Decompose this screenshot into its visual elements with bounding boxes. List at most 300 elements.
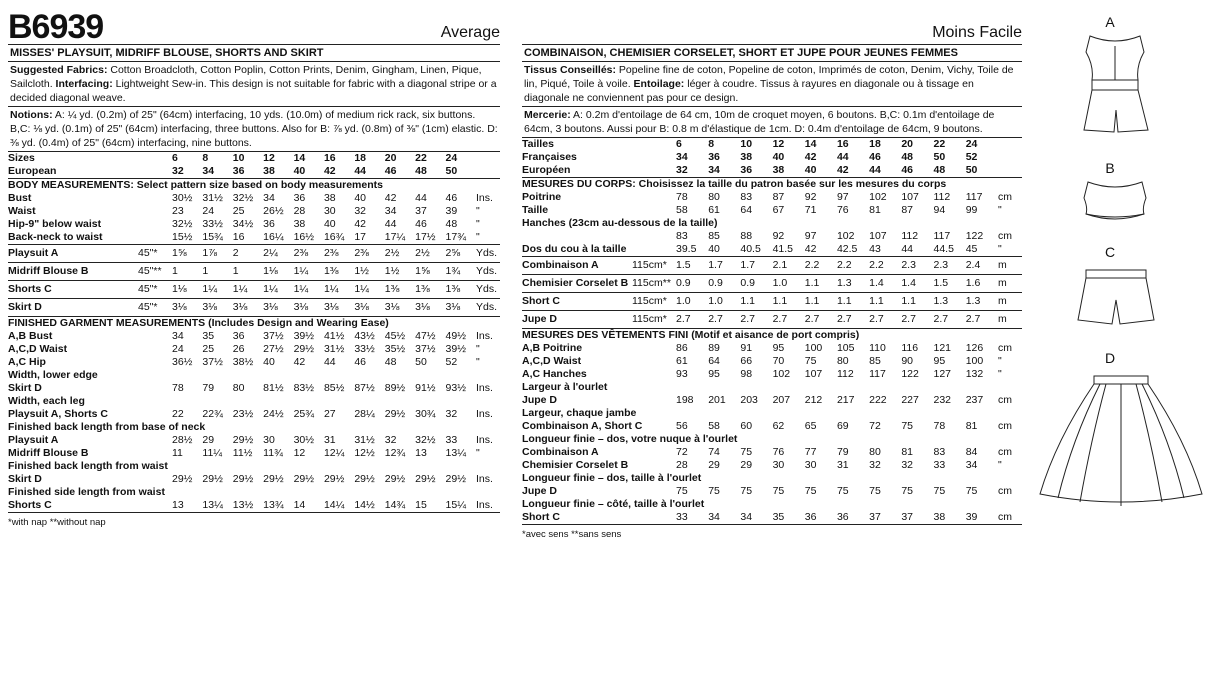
- table-cell: 29½: [415, 473, 436, 485]
- row-label: Bust: [8, 192, 32, 204]
- french-measurement-table: [522, 137, 1022, 525]
- table-cell: 83: [740, 191, 753, 203]
- table-cell: 87½: [354, 382, 375, 394]
- row-label: Jupe D: [522, 394, 558, 406]
- table-row: [522, 243, 1022, 257]
- table-cell: 34: [708, 164, 740, 178]
- table-cell: 70: [772, 355, 785, 367]
- table-cell: 1⅝: [172, 245, 202, 263]
- table-cell: 46: [385, 165, 415, 179]
- interfacing-label-fr: Entoilage:: [633, 78, 685, 90]
- table-cell: 1.3: [837, 275, 869, 293]
- table-cell: 2.7: [773, 311, 805, 329]
- table-row: [522, 257, 1022, 275]
- table-cell: 1.1: [837, 293, 869, 311]
- row-label: Short C: [522, 293, 632, 311]
- table-cell: 3⅛: [263, 299, 293, 317]
- playsuit-a-sketch: [1070, 32, 1160, 144]
- table-cell: 13½: [233, 499, 263, 513]
- fabrics-paragraph-fr: [522, 62, 1022, 106]
- subheading: Width, lower edge: [8, 369, 98, 381]
- table-cell: 40: [294, 165, 324, 179]
- unit-label: m: [998, 257, 1022, 275]
- table-cell: 41½: [323, 330, 345, 342]
- table-row: [8, 356, 500, 369]
- table-cell: 112: [836, 368, 854, 380]
- table-cell: 33½: [202, 218, 223, 230]
- table-cell: 76: [772, 446, 785, 458]
- fabric-width: [632, 151, 676, 164]
- table-cell: 1.7: [740, 257, 772, 275]
- fabric-width: [632, 164, 676, 178]
- table-cell: 36: [708, 151, 720, 163]
- table-cell: 66: [740, 355, 753, 367]
- table-cell: 78: [172, 382, 184, 394]
- footnote: *with nap **without nap: [8, 517, 106, 528]
- table-cell: 64: [740, 204, 753, 216]
- unit-label: [998, 164, 1022, 178]
- row-label: Skirt D: [8, 299, 138, 317]
- unit-label: cm: [998, 511, 1022, 525]
- table-cell: 75: [740, 485, 753, 497]
- table-cell: 42: [354, 218, 367, 230]
- unit-label: [998, 138, 1022, 152]
- table-cell: 10: [233, 152, 263, 166]
- interfacing-text: Lightweight Sew-in. This design is not suitable for fabric with a diagonal stripe or a decided diagonal weave.: [10, 78, 497, 104]
- fabric-width: [632, 511, 676, 525]
- table-cell: 15¼: [446, 499, 476, 513]
- table-cell: 74: [708, 446, 720, 458]
- table-cell: 91: [740, 342, 753, 354]
- table-cell: 28: [676, 459, 688, 471]
- table-cell: 203: [740, 394, 758, 406]
- table-cell: 35: [202, 330, 215, 342]
- table-cell: 76: [836, 204, 849, 216]
- table-cell: 36: [233, 165, 263, 179]
- notions-paragraph: [8, 107, 500, 151]
- table-cell: 2.7: [934, 311, 966, 329]
- table-cell: 29: [202, 434, 215, 446]
- table-cell: 18: [869, 138, 901, 152]
- table-cell: 122: [901, 368, 919, 380]
- table-row: [522, 407, 1022, 420]
- subheading: Hanches (23cm au-dessous de la taille): [522, 217, 718, 229]
- table-cell: 38: [740, 151, 753, 163]
- table-cell: 10: [740, 138, 772, 152]
- unit-label: ": [476, 218, 480, 230]
- row-label: Chemisier Corselet B: [522, 459, 629, 471]
- table-cell: 72: [869, 420, 881, 432]
- table-cell: 1¼: [233, 281, 263, 299]
- table-cell: 2.2: [805, 257, 837, 275]
- table-cell: 52: [445, 356, 458, 368]
- table-cell: 91½: [415, 382, 436, 394]
- table-cell: 39: [966, 511, 998, 525]
- fabric-width: [632, 485, 676, 498]
- unit-label: Yds.: [476, 263, 500, 281]
- table-row: [8, 165, 500, 179]
- table-row: [8, 395, 500, 408]
- fabric-width: [138, 343, 172, 356]
- table-cell: 37: [901, 511, 933, 525]
- table-row: [8, 382, 500, 395]
- table-cell: 38: [293, 218, 306, 230]
- skirt-d-sketch: [1036, 370, 1206, 510]
- table-cell: 2.4: [966, 257, 998, 275]
- table-cell: 40: [805, 164, 837, 178]
- unit-label: cm: [998, 485, 1012, 497]
- unit-label: Ins.: [476, 382, 493, 394]
- table-cell: 81½: [263, 382, 284, 394]
- unit-label: m: [998, 311, 1022, 329]
- row-label: A,C,D Waist: [8, 343, 68, 355]
- table-cell: 46: [901, 164, 933, 178]
- table-cell: 20: [901, 138, 933, 152]
- table-cell: 27: [323, 408, 336, 420]
- table-cell: 14: [805, 138, 837, 152]
- table-cell: 85: [708, 230, 720, 242]
- table-cell: 2⅜: [354, 245, 384, 263]
- table-cell: 1.6: [966, 275, 998, 293]
- table-cell: 29½: [354, 473, 375, 485]
- table-cell: 16¼: [263, 231, 293, 245]
- table-cell: 75: [804, 355, 817, 367]
- table-cell: 13: [172, 499, 202, 513]
- table-cell: 42: [293, 356, 306, 368]
- table-cell: 29½: [263, 473, 284, 485]
- table-cell: 28½: [172, 434, 193, 446]
- table-cell: 1⅜: [446, 281, 476, 299]
- unit-label: ": [476, 205, 480, 217]
- english-column: [8, 0, 500, 528]
- row-label: Françaises: [522, 151, 577, 163]
- table-row: [8, 330, 500, 343]
- fabric-width: 45"*: [138, 245, 172, 263]
- table-cell: 1.4: [869, 275, 901, 293]
- table-cell: 24: [202, 205, 215, 217]
- table-cell: 0.9: [708, 275, 740, 293]
- unit-label: ": [998, 459, 1002, 471]
- table-cell: 88: [740, 230, 753, 242]
- fabric-width: [632, 446, 676, 459]
- unit-label: m: [998, 275, 1022, 293]
- table-cell: 31½: [202, 192, 223, 204]
- table-cell: 1.1: [740, 293, 772, 311]
- table-cell: 78: [676, 191, 688, 203]
- table-cell: 127: [933, 368, 952, 380]
- table-cell: 16: [837, 138, 869, 152]
- table-cell: 14¼: [324, 499, 354, 513]
- table-cell: 1¼: [294, 263, 324, 281]
- table-cell: 95: [708, 368, 720, 380]
- table-cell: 2½: [415, 245, 445, 263]
- section-heading: FINISHED GARMENT MEASUREMENTS (Includes Design and Wearing Ease): [8, 317, 500, 331]
- table-cell: 31½: [354, 434, 375, 446]
- table-cell: 50: [446, 165, 476, 179]
- unit-label: [476, 152, 500, 166]
- table-cell: 1.0: [676, 293, 708, 311]
- table-cell: 1.1: [805, 275, 837, 293]
- table-cell: 1.3: [934, 293, 966, 311]
- table-cell: 95: [772, 342, 785, 354]
- table-cell: 48: [415, 165, 445, 179]
- table-cell: 37½: [202, 356, 223, 368]
- sketch-label-a: A: [1105, 14, 1115, 30]
- table-cell: 34: [676, 151, 688, 163]
- table-cell: 13: [415, 447, 427, 459]
- subheading: Largeur à l'ourlet: [522, 381, 608, 393]
- table-cell: 92: [804, 191, 817, 203]
- table-cell: 34: [172, 330, 184, 342]
- table-cell: 1⅜: [385, 281, 415, 299]
- fabric-width: 115cm**: [632, 275, 676, 293]
- table-cell: 117: [965, 191, 983, 203]
- table-cell: 34: [708, 511, 740, 525]
- unit-label: Ins.: [476, 192, 493, 204]
- subheading: Width, each leg: [8, 395, 85, 407]
- table-cell: 44: [323, 356, 336, 368]
- table-row: [522, 381, 1022, 394]
- table-cell: 1¼: [354, 281, 384, 299]
- table-cell: 23½: [232, 408, 254, 420]
- table-cell: 29: [740, 459, 753, 471]
- row-label: A,C Hip: [8, 356, 46, 368]
- table-cell: 20: [385, 152, 415, 166]
- table-cell: 41.5: [773, 243, 805, 257]
- table-cell: 42: [805, 243, 837, 257]
- table-cell: 25: [232, 205, 245, 217]
- table-cell: 93½: [445, 382, 466, 394]
- row-label: Playsuit A: [8, 434, 59, 446]
- table-cell: 29½: [445, 473, 466, 485]
- table-cell: 31: [323, 434, 336, 446]
- unit-label: Yds.: [476, 245, 500, 263]
- table-cell: 6: [172, 152, 202, 166]
- table-row: [522, 191, 1022, 204]
- row-label: Hip-9" below waist: [8, 218, 102, 230]
- table-row: [8, 434, 500, 447]
- table-cell: 227: [901, 394, 919, 406]
- row-label: Sizes: [8, 152, 138, 166]
- fabric-width: [138, 499, 172, 513]
- table-cell: 22: [415, 152, 445, 166]
- row-label: Tailles: [522, 138, 632, 152]
- table-cell: 32: [869, 459, 881, 471]
- row-label: Playsuit A, Shorts C: [8, 408, 108, 420]
- table-cell: 24: [172, 343, 184, 355]
- table-cell: 105: [836, 342, 855, 354]
- subheading: Finished side length from waist: [8, 486, 165, 498]
- subheading: Longueur finie – dos, votre nuque à l'ourlet: [522, 433, 738, 445]
- row-label: Waist: [8, 205, 36, 217]
- table-cell: 35: [773, 511, 805, 525]
- table-cell: 122: [965, 230, 984, 242]
- table-row: [522, 151, 1022, 164]
- table-cell: 16: [233, 231, 263, 245]
- table-cell: 40: [263, 356, 275, 368]
- table-cell: 2½: [385, 245, 415, 263]
- table-cell: 52: [965, 151, 978, 163]
- table-cell: 1.3: [966, 293, 998, 311]
- table-cell: 99: [965, 204, 978, 216]
- table-cell: 30½: [172, 192, 193, 204]
- table-cell: 16½: [294, 231, 324, 245]
- unit-label: [998, 151, 1022, 164]
- table-cell: 75: [676, 485, 688, 497]
- table-cell: 48: [901, 151, 913, 163]
- subheading: Finished back length from waist: [8, 460, 168, 472]
- table-row: [522, 355, 1022, 368]
- table-cell: 12: [293, 447, 306, 459]
- table-row: [8, 447, 500, 460]
- table-cell: 46: [869, 151, 881, 163]
- table-row: [522, 485, 1022, 498]
- table-cell: 222: [869, 394, 887, 406]
- table-cell: 58: [708, 420, 720, 432]
- table-cell: 37: [415, 205, 427, 217]
- table-cell: 46: [354, 356, 367, 368]
- table-cell: 0.9: [676, 275, 708, 293]
- unit-label: cm: [998, 230, 1012, 242]
- table-cell: 46: [415, 218, 427, 230]
- table-cell: 36½: [172, 356, 193, 368]
- french-header: [522, 0, 1022, 44]
- table-cell: 98: [740, 368, 753, 380]
- table-cell: 67: [772, 204, 785, 216]
- table-row: [522, 164, 1022, 178]
- table-row: [8, 152, 500, 166]
- table-cell: 17¾: [446, 231, 476, 245]
- table-cell: 43: [869, 243, 901, 257]
- fabric-width: [138, 152, 172, 166]
- row-label: Midriff Blouse B: [8, 447, 89, 459]
- table-cell: 31: [836, 459, 849, 471]
- table-cell: 33: [445, 434, 458, 446]
- table-cell: 102: [869, 191, 887, 203]
- section-heading: BODY MEASUREMENTS: Select pattern size based on body measurements: [8, 179, 500, 193]
- table-cell: 38: [263, 165, 293, 179]
- table-cell: 83½: [293, 382, 314, 394]
- table-cell: 102: [836, 230, 855, 242]
- subheading: Longueur finie – côté, taille à l'ourlet: [522, 498, 705, 510]
- table-row: [8, 473, 500, 486]
- row-label: A,C,D Waist: [522, 355, 582, 367]
- table-cell: 46: [445, 192, 458, 204]
- table-cell: 33: [676, 511, 708, 525]
- table-cell: 25: [202, 343, 215, 355]
- table-cell: 36: [837, 511, 869, 525]
- table-cell: 14¾: [385, 499, 415, 513]
- table-cell: 2.7: [740, 311, 772, 329]
- table-cell: 42: [384, 192, 397, 204]
- table-cell: 58: [676, 204, 688, 216]
- table-cell: 62: [772, 420, 785, 432]
- pattern-code: B6939: [8, 8, 104, 46]
- table-cell: 1⅛: [263, 263, 293, 281]
- row-label: Playsuit A: [8, 245, 138, 263]
- interfacing-text-fr: léger à coudre. Tissus à rayures en diagonale ou à tissage en diagonale ne conviennent pas pour ce design.: [524, 78, 974, 104]
- fabrics-text: Cotton Broadcloth, Cotton Poplin, Cotton Prints, Denim, Gingham, Linen, Pique, Sailcloth.: [10, 64, 482, 90]
- table-cell: 29½: [323, 473, 345, 485]
- table-cell: 37½: [263, 330, 284, 342]
- table-cell: 1.0: [708, 293, 740, 311]
- table-cell: 71: [804, 204, 817, 216]
- row-label: [522, 230, 632, 243]
- table-cell: 12¼: [323, 447, 345, 459]
- table-cell: 28: [293, 205, 306, 217]
- table-cell: 17¼: [385, 231, 415, 245]
- table-row: [8, 499, 500, 513]
- table-row: [522, 420, 1022, 433]
- table-row: [8, 408, 500, 421]
- table-cell: 44: [901, 243, 933, 257]
- table-cell: 207: [772, 394, 791, 406]
- unit-label: Yds.: [476, 281, 500, 299]
- difficulty-label: Average: [440, 24, 500, 41]
- table-cell: 217: [836, 394, 855, 406]
- table-cell: 121: [933, 342, 952, 354]
- footnote-fr: *avec sens **sans sens: [522, 529, 622, 540]
- table-cell: 50: [933, 151, 946, 163]
- table-cell: 75: [708, 485, 720, 497]
- table-cell: 2.2: [869, 257, 901, 275]
- table-cell: 43½: [354, 330, 375, 342]
- table-cell: 1⅞: [202, 245, 232, 263]
- table-cell: 33½: [354, 343, 375, 355]
- table-cell: 8: [202, 152, 232, 166]
- table-cell: 14½: [354, 499, 384, 513]
- table-cell: 24: [446, 152, 476, 166]
- table-row: [522, 342, 1022, 355]
- english-measurement-table: [8, 151, 500, 513]
- table-cell: 107: [869, 230, 887, 242]
- unit-label: ": [476, 356, 480, 368]
- french-column: [522, 0, 1022, 540]
- unit-label: ": [476, 447, 480, 459]
- table-cell: 38: [934, 511, 966, 525]
- table-row: [8, 317, 500, 331]
- table-cell: 117: [933, 230, 951, 242]
- table-cell: 81: [901, 446, 913, 458]
- table-cell: 1.1: [901, 293, 933, 311]
- table-cell: 126: [965, 342, 984, 354]
- unit-label: Ins.: [476, 473, 493, 485]
- fabric-width: [138, 218, 172, 231]
- table-cell: 87: [901, 204, 913, 216]
- table-cell: 36: [740, 164, 772, 178]
- table-row: [8, 205, 500, 218]
- table-cell: 36: [293, 192, 306, 204]
- table-cell: 30: [804, 459, 817, 471]
- table-cell: 24½: [263, 408, 284, 420]
- table-cell: 72: [676, 446, 688, 458]
- table-cell: 27½: [263, 343, 284, 355]
- table-row: [522, 230, 1022, 243]
- table-cell: 80: [232, 382, 245, 394]
- table-cell: 39½: [445, 343, 466, 355]
- sketch-label-c: C: [1104, 244, 1116, 260]
- unit-label: ": [476, 231, 500, 245]
- table-cell: 80: [869, 446, 881, 458]
- table-cell: 132: [965, 368, 984, 380]
- fabric-width: [632, 204, 676, 217]
- table-cell: 1¼: [202, 281, 232, 299]
- table-cell: 1.0: [773, 275, 805, 293]
- table-cell: 2⅜: [324, 245, 354, 263]
- table-cell: 1: [172, 263, 202, 281]
- section-heading: MESURES DES VÊTEMENTS FINI (Motif et aisance de port compris): [522, 329, 1022, 343]
- table-cell: 32½: [172, 218, 193, 230]
